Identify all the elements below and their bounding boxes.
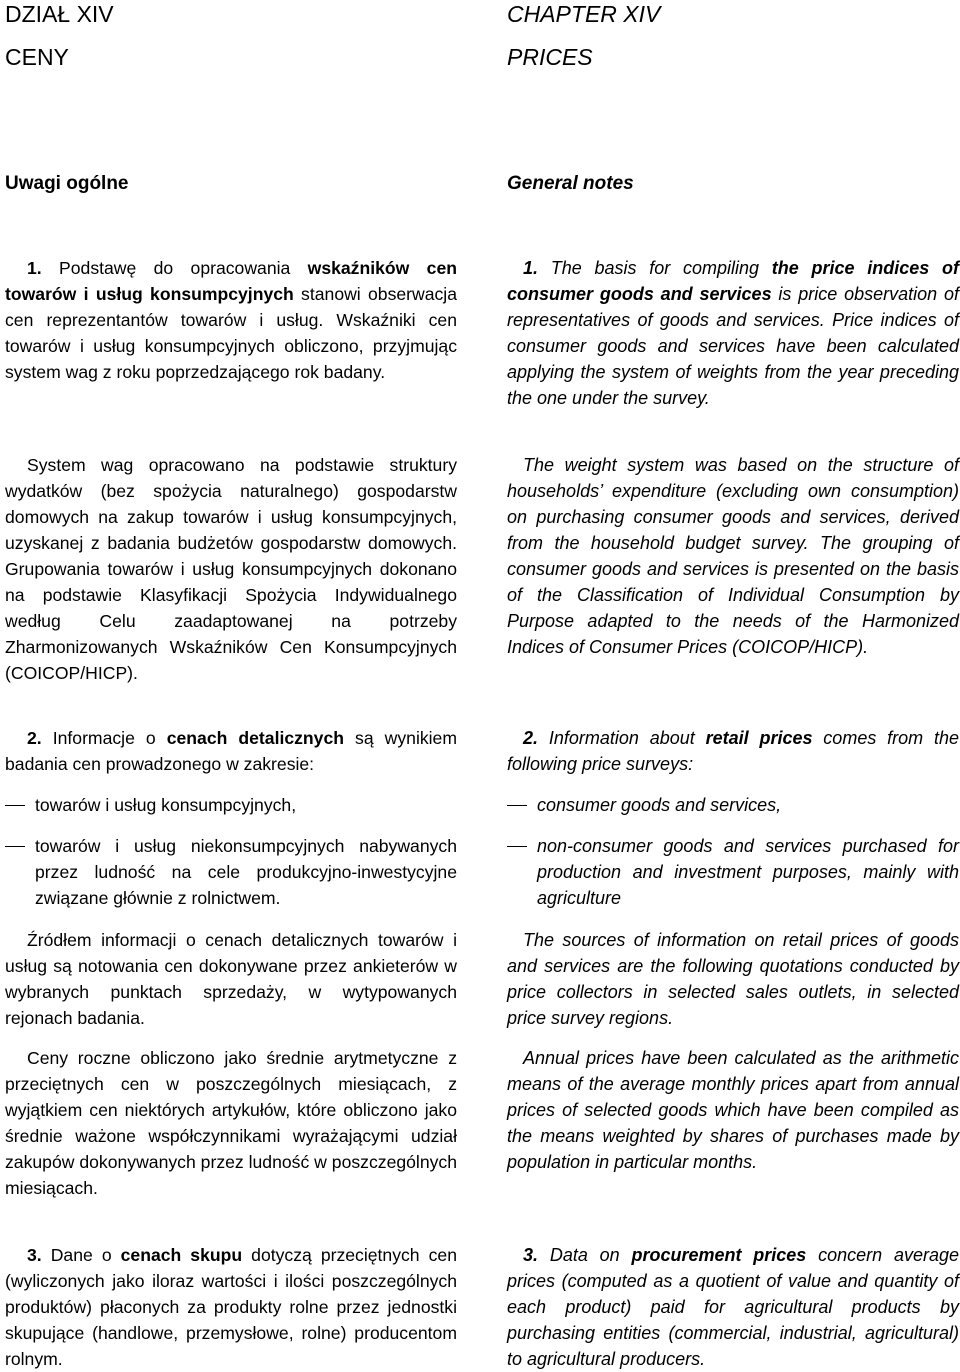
paragraph-number: 1. — [27, 258, 42, 278]
dash-bullet — [5, 846, 25, 847]
list-item: consumer goods and services, — [507, 792, 959, 818]
list-item: non-consumer goods and services purchased for production and investment purposes, mainly with agriculture — [507, 833, 959, 911]
paragraph-3: 2. Informacje o cenach detalicznych są wynikiem badania cen prowadzonego w zakresie: — [5, 728, 457, 774]
paragraph-2: System wag opracowano na podstawie struktury wydatków (bez spożycia naturalnego) gospodarstw domowych na zakup towarów i usług konsumpcyjnych, uzyskanej z badania budżetów gospodarstw domowych. Grupowania towarów i usług konsumpcyjnych dokonano na podstawie Klasyfikacji Spożycia Indywidualnego według Celu zaadaptowanej na potrzeby Zharmonizowanych Wskaźników Cen Konsumpcyjnych (COICOP/HICP). — [5, 455, 457, 683]
chapter-heading: DZIAŁ XIV — [5, 1, 114, 27]
list-item: towarów i usług niekonsumpcyjnych nabywanych przez ludność na cele produkcyjno-inwestycyjne związane głównie z rolnictwem. — [5, 833, 457, 911]
chapter-heading: CHAPTER XIV — [507, 1, 661, 27]
paragraph-number: 2. — [523, 728, 539, 748]
dash-bullet — [507, 805, 527, 806]
chapter-title: CENY — [5, 44, 69, 70]
paragraph-number: 3. — [523, 1245, 539, 1265]
paragraph-number: 1. — [523, 258, 539, 278]
paragraph-4: Źródłem informacji o cenach detalicznych towarów i usług są notowania cen dokonywane przez ankieterów w wybranych punktach sprzedaży, w wytypowanych rejonach badania. — [5, 930, 457, 1028]
paragraph-1: 1. The basis for compiling the price indices of consumer goods and services is price observation of representatives of goods and services. Price indices of consumer goods and services have been calculated applying the system of weights from the year preceding the one under the survey. — [507, 258, 960, 408]
paragraph-2: The weight system was based on the structure of households’ expenditure (excluding own consumption) on purchasing consumer goods and services, derived from the household budget survey. The grouping of consumer goods and services is presented on the basis of the Classification of Individual Consumption by Purpose adapted to the needs of the Harmonized Indices of Consumer Prices (COICOP/HICP). — [507, 455, 959, 657]
section-heading: General notes — [507, 173, 634, 194]
paragraph-3: 2. Information about retail prices comes from the following price surveys: — [507, 728, 960, 774]
dash-bullet — [5, 805, 25, 806]
paragraph-number: 2. — [27, 728, 42, 748]
paragraph-1: 1. Podstawę do opracowania wskaźników cen towarów i usług konsumpcyjnych stanowi obserwacja cen reprezentantów towarów i usług. Wskaźniki cen towarów i usług konsumpcyjnych obliczono, przyjmując system wag z roku poprzedzającego rok badany. — [5, 258, 457, 382]
list-item: towarów i usług konsumpcyjnych, — [5, 792, 457, 818]
section-heading: Uwagi ogólne — [5, 173, 129, 194]
paragraph-number: 3. — [27, 1245, 42, 1265]
paragraph-4: The sources of information on retail prices of goods and services are the following quotations conducted by price collectors in selected sales outlets, in selected price survey regions. — [507, 930, 959, 1028]
paragraph-6: 3. Dane o cenach skupu dotyczą przeciętnych cen (wyliczonych jako iloraz wartości i ilości poszczególnych produktów) płaconych za produkty rolne przez jednostki skupujące (handlowe, przemysłowe, rolne) producentom rolnym. — [5, 1245, 457, 1369]
chapter-title: PRICES — [507, 44, 593, 70]
dash-bullet — [507, 846, 527, 847]
paragraph-5: Ceny roczne obliczono jako średnie arytmetyczne z przeciętnych cen w poszczególnych miesiącach, z wyjątkiem cen niektórych artykułów, które obliczono jako średnie ważone współczynnikami wyrażającymi udział zakupów dokonywanych przez ludność w poszczególnych miesiącach. — [5, 1048, 457, 1198]
paragraph-5: Annual prices have been calculated as the arithmetic means of the average monthly prices apart from annual prices of selected goods which have been compiled as the means weighted by shares of purchases made by population in particular months. — [507, 1048, 959, 1172]
paragraph-6: 3. Data on procurement prices concern average prices (computed as a quotient of value and quantity of each product) paid for agricultural products by purchasing entities (commercial, industrial, agricultural) to agricultural producers. — [507, 1245, 959, 1369]
